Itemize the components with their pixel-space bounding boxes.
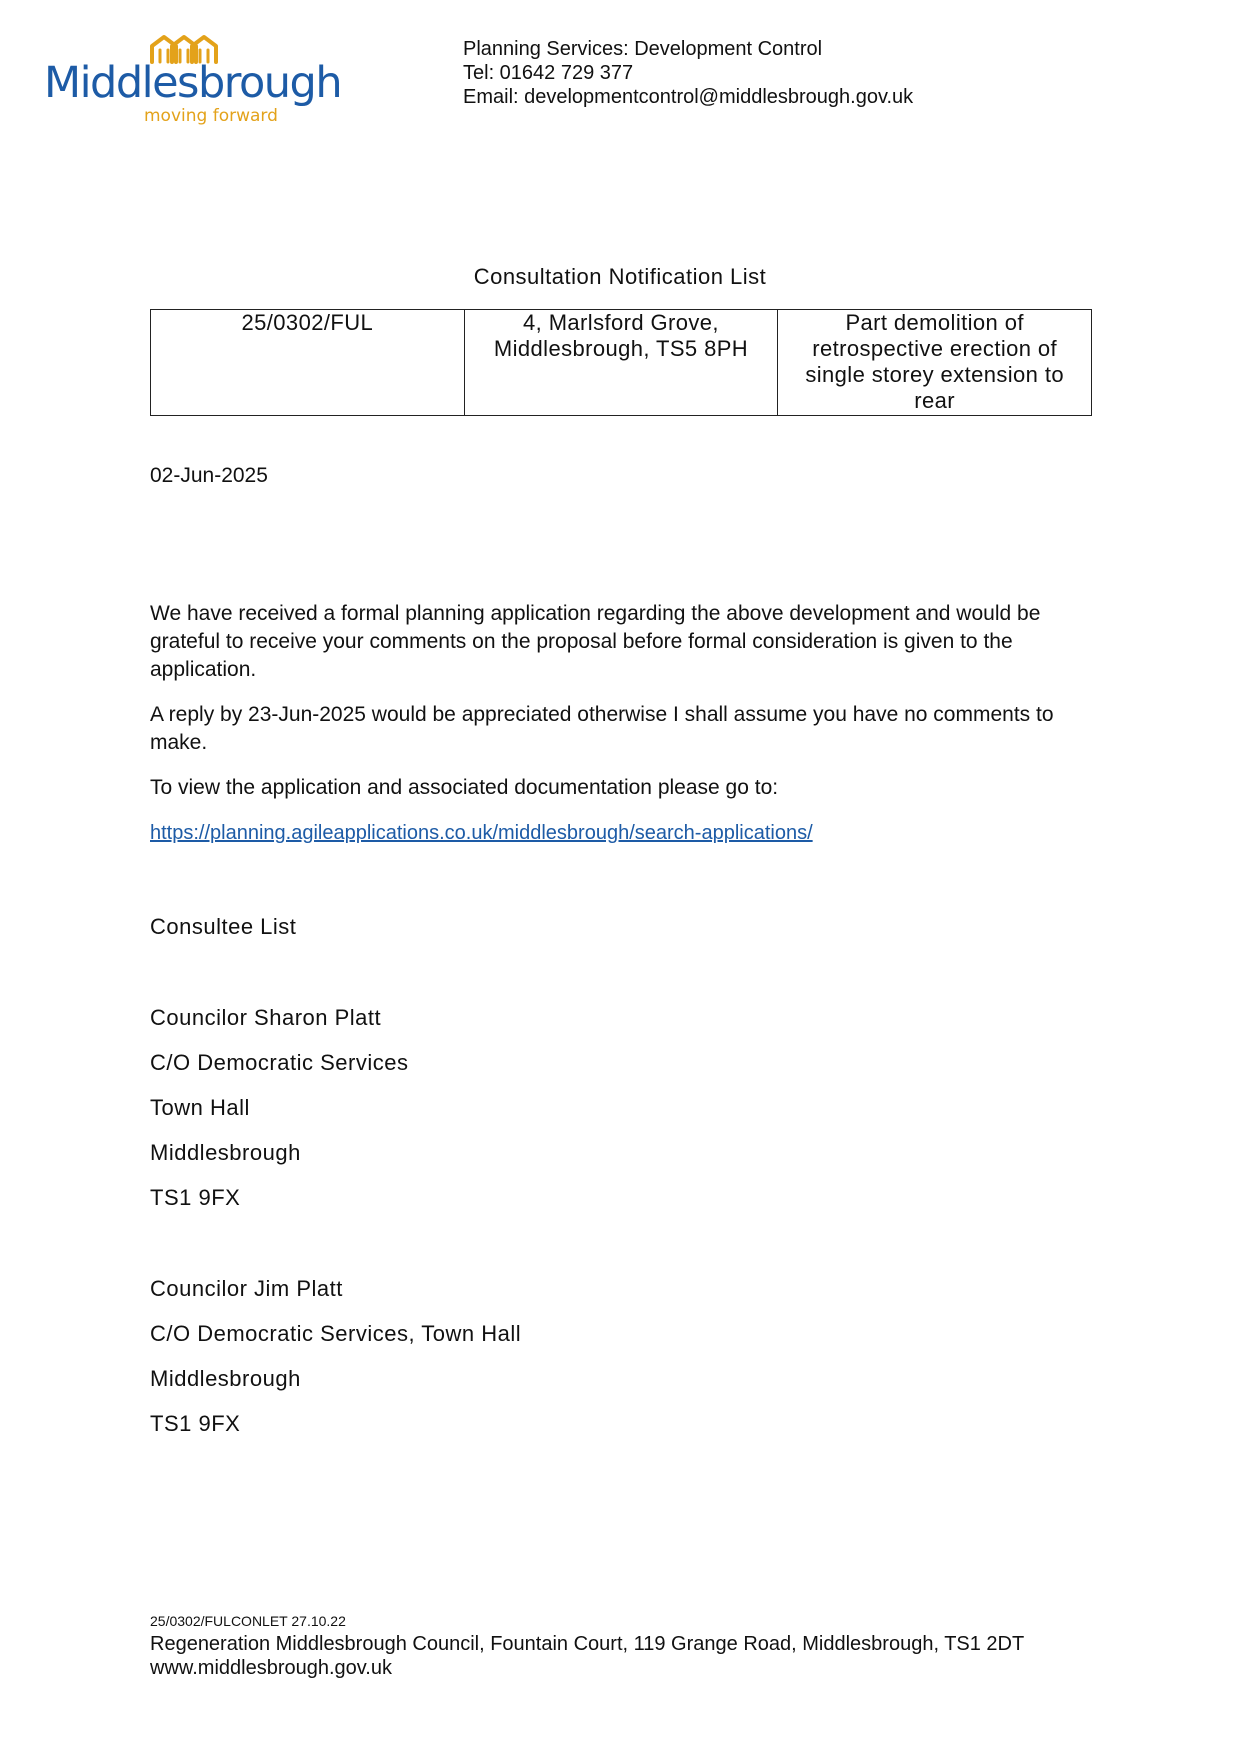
body-paragraph: A reply by 23-Jun-2025 would be appreciated otherwise I shall assume you have no comments to make.	[150, 703, 1054, 754]
contact-block	[463, 37, 913, 109]
consultee-name: Councilor Sharon Platt	[150, 1005, 382, 1030]
applications-link[interactable]: https://planning.agileapplications.co.uk/middlesbrough/search-applications/	[150, 822, 813, 844]
consultee-heading: Consultee List	[150, 914, 297, 939]
department-line: Planning Services: Development Control	[463, 38, 823, 60]
consultee-address-block	[150, 1004, 408, 1229]
application-reference: 25/0302/FUL	[151, 310, 465, 416]
council-logo	[44, 34, 342, 130]
footer-address: Regeneration Middlesbrough Council, Fountain Court, 119 Grange Road, Middlesbrough, TS1 2DT	[150, 1633, 1025, 1655]
table-row	[151, 310, 1092, 416]
application-description: Part demolition of retrospective erection of single storey extension to rear	[778, 310, 1092, 416]
footer-address-block	[150, 1632, 1024, 1680]
address-line: Middlesbrough	[150, 1366, 301, 1391]
telephone-line: Tel: 01642 729 377	[463, 62, 634, 84]
letter-body	[150, 600, 1096, 819]
body-paragraph: To view the application and associated documentation please go to:	[150, 776, 779, 799]
address-line: C/O Democratic Services	[150, 1050, 409, 1075]
consultee-address-block	[150, 1275, 521, 1455]
application-address: 4, Marlsford Grove, Middlesbrough, TS5 8PH	[464, 310, 778, 416]
body-paragraph: We have received a formal planning application regarding the above development and would be grateful to receive your comments on the proposal before formal consideration is given to the application.	[150, 602, 1041, 681]
footer-website: www.middlesbrough.gov.uk	[150, 1657, 392, 1679]
address-line: Town Hall	[150, 1095, 250, 1120]
address-line: C/O Democratic Services, Town Hall	[150, 1321, 522, 1346]
footer-reference: 25/0302/FULCONLET 27.10.22	[150, 1613, 346, 1629]
address-line: TS1 9FX	[150, 1185, 241, 1210]
page-title: Consultation Notification List	[473, 264, 767, 289]
logo-wordmark: Middlesbrough	[44, 58, 342, 108]
consultee-name: Councilor Jim Platt	[150, 1276, 343, 1301]
address-line: TS1 9FX	[150, 1411, 241, 1436]
email-line: Email: developmentcontrol@middlesbrough.gov.uk	[463, 86, 914, 108]
logo-tagline: moving forward	[144, 106, 278, 126]
application-table	[150, 309, 1092, 416]
letter-date: 02-Jun-2025	[150, 464, 268, 487]
address-line: Middlesbrough	[150, 1140, 301, 1165]
